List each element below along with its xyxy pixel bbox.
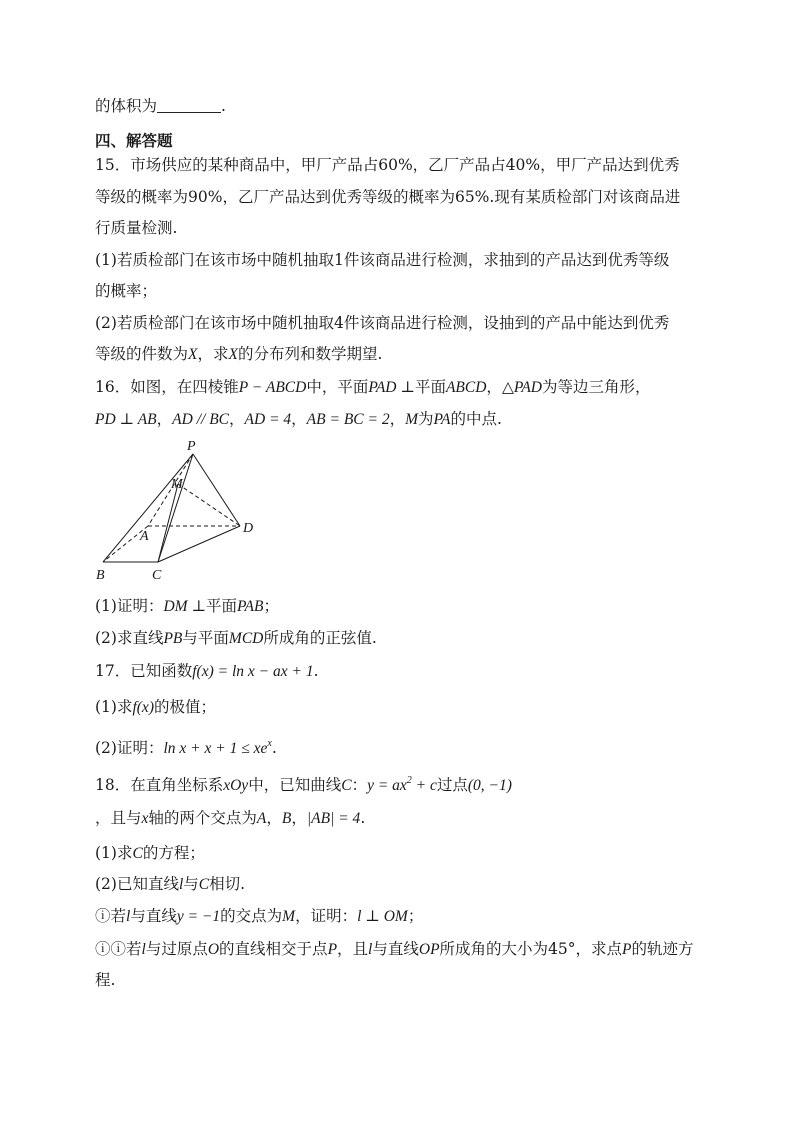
text: ， <box>266 809 282 827</box>
q18-part2-ii <box>95 939 705 960</box>
math-fx: f(x) <box>132 699 154 716</box>
pyramid-figure <box>88 436 268 590</box>
math-X: X <box>188 346 198 363</box>
q16-part1 <box>95 596 705 617</box>
text: . <box>313 662 319 680</box>
math-O: O <box>207 941 220 958</box>
segment-MC <box>158 484 178 562</box>
math-exponent: x <box>267 738 272 749</box>
text: . <box>271 739 277 757</box>
q18-part1 <box>95 843 705 864</box>
math-pyramid: P − ABCD <box>238 379 307 396</box>
text: ， <box>229 410 245 428</box>
label-B: B <box>96 568 105 583</box>
edge-CD <box>158 526 240 562</box>
text: ， <box>486 378 502 396</box>
math-xOy: xOy <box>223 777 249 794</box>
math-PAB: PAB <box>237 598 264 615</box>
math-l: l <box>126 908 131 925</box>
q15-line-1: 15．市场供应的某种商品中，甲厂产品占60%，乙厂产品占40%，甲厂产品达到优秀 <box>95 156 680 174</box>
label-C: C <box>152 568 162 583</box>
math-AB-length: |AB| = 4 <box>306 810 361 827</box>
q17-line-1 <box>95 661 705 682</box>
text: ⓘ若 <box>95 907 127 925</box>
text: 的轨迹方 <box>631 940 694 958</box>
math-triangle: △PAD <box>501 379 542 396</box>
text: (1)证明： <box>95 597 164 615</box>
math-M: M <box>282 908 296 925</box>
text: 中，平面 <box>306 378 369 396</box>
math-point: (0, −1) <box>467 777 512 794</box>
text: 17．已知函数 <box>95 662 193 680</box>
math-plane: PAD ⊥ <box>368 379 415 396</box>
math-function: f(x) = ln x − ax + 1 <box>192 663 314 680</box>
text: 的交点为 <box>220 907 283 925</box>
math-cond: AD = 4 <box>244 411 292 428</box>
math-l: l <box>178 876 184 893</box>
text: 与直线 <box>130 907 177 925</box>
text: 的中点. <box>450 410 502 428</box>
math-x: x <box>141 810 149 827</box>
text: 平面 <box>414 378 446 396</box>
text: . <box>360 809 366 827</box>
text: 过点 <box>436 776 468 794</box>
text: 为 <box>418 410 434 428</box>
math-curve: y = ax <box>367 777 407 794</box>
answer-blank <box>157 98 221 113</box>
math-M: M <box>405 411 419 428</box>
math-C: C <box>198 876 210 893</box>
text: (1)求 <box>95 698 133 716</box>
q18-line-1 <box>95 771 705 796</box>
q15-part2-line-2 <box>95 344 705 365</box>
text: ， <box>291 809 307 827</box>
text: 的方程； <box>142 844 205 862</box>
text: 的体积为 <box>95 97 158 115</box>
math-perp: l ⊥ OM <box>357 908 408 925</box>
math-PB: PB <box>163 630 183 647</box>
section-heading: 四、解答题 <box>95 132 173 150</box>
text: ， <box>291 410 307 428</box>
text: (2)证明： <box>95 739 164 757</box>
text: ： <box>351 776 368 794</box>
math-X: X <box>228 346 238 363</box>
text: 与过原点 <box>145 940 208 958</box>
math-line: y = −1 <box>176 908 221 925</box>
text: ， <box>389 410 406 428</box>
math-C: C <box>341 777 352 794</box>
text: 18．在直角坐标系 <box>95 776 224 794</box>
q16-part2 <box>95 628 705 649</box>
math-plane: ABCD <box>445 379 487 396</box>
math-cond: AB = BC = 2 <box>306 411 390 428</box>
text: 的分布列和数学期望. <box>237 345 383 363</box>
q15-line-3: 行质量检测. <box>95 219 178 237</box>
text: 为等边三角形， <box>542 378 651 396</box>
text: 与 <box>183 875 199 893</box>
q16-line-1 <box>95 377 705 398</box>
math-DM: DM ⊥ <box>163 598 207 615</box>
q15-part1-line-2: 的概率； <box>95 282 158 300</box>
math-C: C <box>132 845 143 862</box>
text: 所成角的大小为45°，求点 <box>439 940 623 958</box>
math-cond: AD // BC <box>172 411 230 428</box>
math-cond: PD ⊥ AB <box>95 411 157 428</box>
text: 平面 <box>206 597 238 615</box>
text: 的极值； <box>153 698 216 716</box>
math-A: A <box>256 810 267 827</box>
q17-part1 <box>95 697 705 718</box>
text: ，且 <box>337 940 369 958</box>
text: 相切. <box>209 875 246 893</box>
text: ； <box>263 597 279 615</box>
text: . <box>221 97 226 115</box>
text: ； <box>407 907 424 925</box>
q16-line-2 <box>95 409 705 430</box>
q15-line-2: 等级的概率为90%，乙厂产品达到优秀等级的概率为65%.现有某质检部门对该商品进 <box>95 188 681 206</box>
text: 中，已知曲线 <box>248 776 342 794</box>
q15-part2-line-1: (2)若质检部门在该市场中随机抽取4件该商品进行检测，设抽到的产品中能达到优秀 <box>95 314 670 332</box>
edge-PC <box>158 454 193 562</box>
q18-part2-i <box>95 906 705 927</box>
text: (1)求 <box>95 844 133 862</box>
text: 的直线相交于点 <box>219 940 328 958</box>
text: ， <box>156 410 173 428</box>
label-P: P <box>187 439 196 454</box>
text: (2)求直线 <box>95 629 164 647</box>
q18-line-2 <box>95 808 705 829</box>
segment-MD <box>178 484 240 526</box>
q15-part1-line-1: (1)若质检部门在该市场中随机抽取1件该商品进行检测，求抽到的产品达到优秀等级 <box>95 251 670 269</box>
text: ，求 <box>197 345 229 363</box>
text: 等级的件数为 <box>95 345 189 363</box>
text: ，证明： <box>295 907 358 925</box>
math-PA: PA <box>433 411 451 428</box>
text: 轴的两个交点为 <box>148 809 257 827</box>
text: 与直线 <box>372 940 419 958</box>
pyramid-diagram <box>88 436 268 586</box>
text: 与平面 <box>182 629 229 647</box>
text: ，且与 <box>95 809 142 827</box>
q17-part2 <box>95 734 705 759</box>
volume-fill-blank-line <box>95 96 705 116</box>
label-A: A <box>140 529 149 544</box>
text: 16．如图，在四棱锥 <box>95 378 239 396</box>
label-M: M <box>171 477 183 492</box>
math-MCD: MCD <box>228 630 264 647</box>
edge-PB <box>103 454 193 562</box>
math-OP: OP <box>418 941 440 958</box>
text: (2)已知直线 <box>95 875 179 893</box>
q18-part2-ii-line-2: 程. <box>95 971 116 989</box>
math-l: l <box>141 941 146 958</box>
math-B: B <box>281 810 292 827</box>
math-exponent: 2 <box>406 775 412 786</box>
math-P: P <box>327 941 338 958</box>
math-l: l <box>368 941 373 958</box>
edge-PD <box>193 454 240 526</box>
label-D: D <box>243 521 254 536</box>
text: 所成角的正弦值. <box>263 629 377 647</box>
q18-part2 <box>95 874 705 895</box>
text: ⓘⓘ若 <box>95 940 142 958</box>
math-P: P <box>622 941 632 958</box>
math-inequality: ln x + x + 1 ≤ xe <box>163 740 268 757</box>
math-curve: + c <box>411 777 437 794</box>
